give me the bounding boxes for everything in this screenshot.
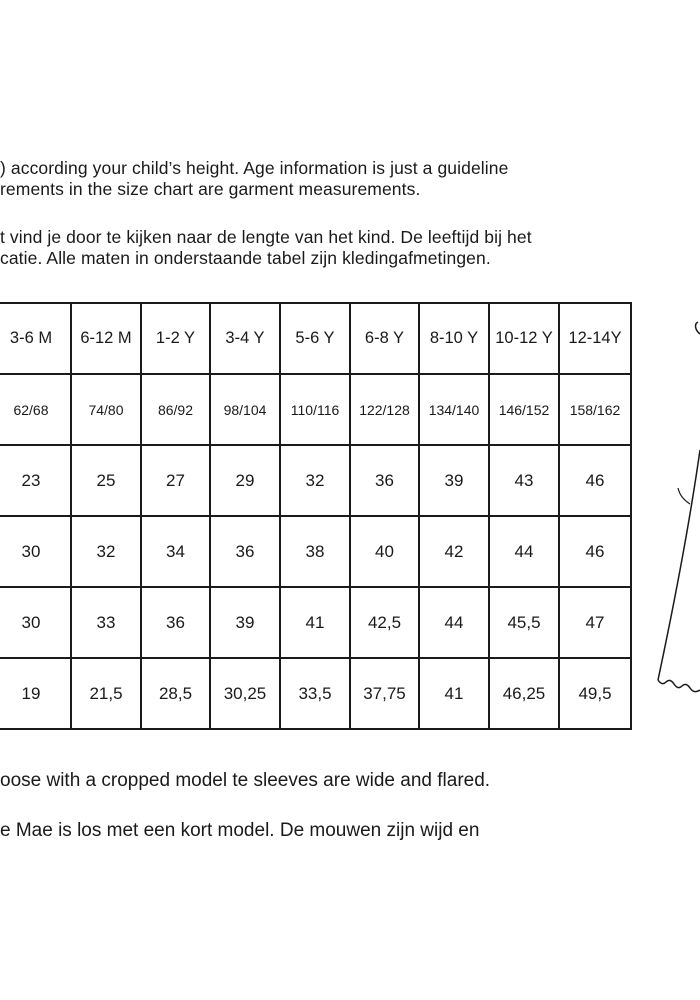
table-row xyxy=(0,516,631,587)
table-row xyxy=(0,445,631,516)
height-row xyxy=(0,374,631,445)
table-cell: 74/80 xyxy=(71,374,141,445)
table-cell: 37,75 xyxy=(350,658,419,729)
table-cell: 41 xyxy=(419,658,489,729)
table-cell: 49,5 xyxy=(559,658,631,729)
table-cell: 3-4 Y xyxy=(210,303,280,374)
age-header-row xyxy=(0,303,631,374)
table-row xyxy=(0,658,631,729)
intro-dutch-line1: t vind je door te kijken naar de lengte van het kind. De leeftijd bij het xyxy=(0,227,532,247)
table-cell: 39 xyxy=(419,445,489,516)
table-cell: 122/128 xyxy=(350,374,419,445)
table-cell: 36 xyxy=(141,587,210,658)
table-cell: 10-12 Y xyxy=(489,303,559,374)
table-cell: 1-2 Y xyxy=(141,303,210,374)
table-cell: 29 xyxy=(210,445,280,516)
table-cell: 32 xyxy=(280,445,350,516)
table-cell: 46,25 xyxy=(489,658,559,729)
table-cell: 45,5 xyxy=(489,587,559,658)
table-cell: 43 xyxy=(489,445,559,516)
table-cell: 3-6 M xyxy=(0,303,71,374)
table-cell: 62/68 xyxy=(0,374,71,445)
table-cell: 30,25 xyxy=(210,658,280,729)
table-cell: 6-12 M xyxy=(71,303,141,374)
table-cell: 34 xyxy=(141,516,210,587)
table-cell: 98/104 xyxy=(210,374,280,445)
table-cell: 47 xyxy=(559,587,631,658)
table-cell: 42 xyxy=(419,516,489,587)
table-cell: 44 xyxy=(489,516,559,587)
table-cell: 40 xyxy=(350,516,419,587)
table-cell: 46 xyxy=(559,445,631,516)
table-cell: 6-8 Y xyxy=(350,303,419,374)
table-cell: 42,5 xyxy=(350,587,419,658)
description-dutch: e Mae is los met een kort model. De mouwen zijn wijd en xyxy=(0,820,480,841)
table-cell: 19 xyxy=(0,658,71,729)
table-cell: 38 xyxy=(280,516,350,587)
intro-english xyxy=(0,158,640,200)
table-cell: 30 xyxy=(0,516,71,587)
table-cell: 39 xyxy=(210,587,280,658)
table-cell: 41 xyxy=(280,587,350,658)
table-cell: 36 xyxy=(350,445,419,516)
table-cell: 12-14Y xyxy=(559,303,631,374)
table-cell: 25 xyxy=(71,445,141,516)
table-cell: 146/152 xyxy=(489,374,559,445)
table-cell: 28,5 xyxy=(141,658,210,729)
table-cell: 110/116 xyxy=(280,374,350,445)
table-cell: 46 xyxy=(559,516,631,587)
description-english: oose with a cropped model te sleeves are wide and flared. xyxy=(0,770,491,791)
table-cell: 27 xyxy=(141,445,210,516)
table-cell: 36 xyxy=(210,516,280,587)
table-cell: 21,5 xyxy=(71,658,141,729)
table-cell: 5-6 Y xyxy=(280,303,350,374)
garment-outline-icon xyxy=(640,300,700,700)
table-cell: 23 xyxy=(0,445,71,516)
intro-dutch-line2: catie. Alle maten in onderstaande tabel zijn kledingafmetingen. xyxy=(0,248,491,268)
intro-english-line1: ) according your child’s height. Age information is just a guideline xyxy=(0,158,509,178)
table-cell: 8-10 Y xyxy=(419,303,489,374)
table-cell: 33,5 xyxy=(280,658,350,729)
intro-english-line2: rements in the size chart are garment measurements. xyxy=(0,179,421,199)
table-row xyxy=(0,587,631,658)
table-cell: 32 xyxy=(71,516,141,587)
size-chart-table xyxy=(0,302,632,730)
table-cell: 86/92 xyxy=(141,374,210,445)
table-cell: 44 xyxy=(419,587,489,658)
table-cell: 158/162 xyxy=(559,374,631,445)
table-cell: 134/140 xyxy=(419,374,489,445)
intro-dutch xyxy=(0,227,640,269)
table-cell: 30 xyxy=(0,587,71,658)
table-cell: 33 xyxy=(71,587,141,658)
